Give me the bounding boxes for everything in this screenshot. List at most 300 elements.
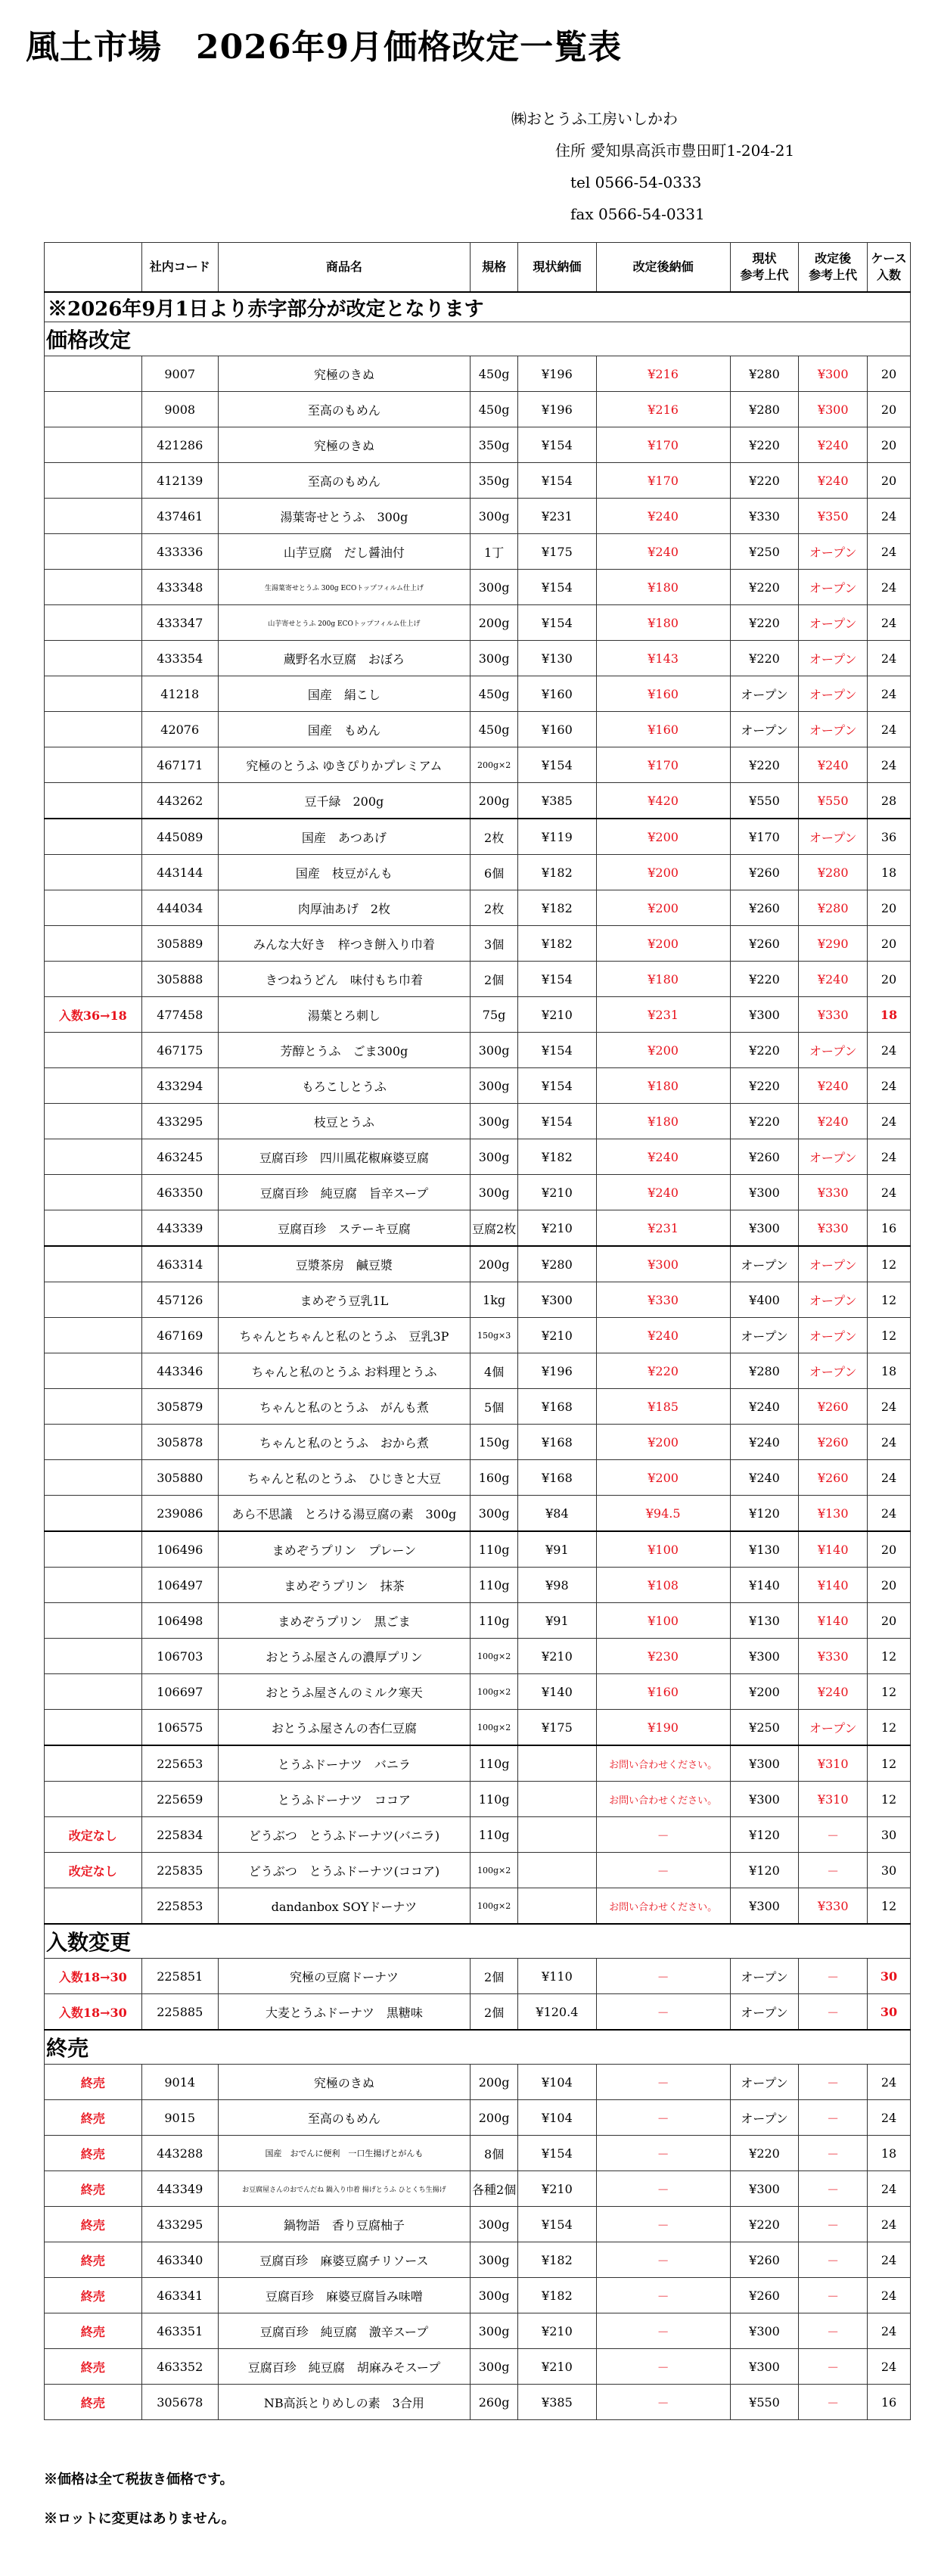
current-retail-price: ¥220 — [730, 427, 799, 463]
product-name: 究極のとうふ ゆきぴりかプレミアム — [218, 747, 470, 783]
current-price: ¥182 — [518, 2278, 596, 2313]
row-note — [45, 1745, 142, 1782]
current-price: ¥182 — [518, 890, 596, 926]
table-row — [45, 2100, 911, 2136]
current-retail-price: ¥220 — [730, 463, 799, 499]
case-quantity: 30 — [868, 1959, 911, 1994]
row-note: 終売 — [45, 2100, 142, 2136]
table-row — [45, 1531, 911, 1568]
new-price: ¥180 — [596, 570, 730, 605]
table-row — [45, 1104, 911, 1139]
table-row — [45, 855, 911, 890]
section-header-row — [45, 1924, 911, 1959]
new-retail-price: － — [799, 1853, 868, 1888]
current-retail-price: ¥300 — [730, 1175, 799, 1210]
table-row — [45, 1496, 911, 1532]
product-name: 肉厚油あげ 2枚 — [218, 890, 470, 926]
table-row — [45, 641, 911, 676]
product-code: 433295 — [141, 2207, 218, 2242]
new-retail-price: ¥240 — [799, 427, 868, 463]
case-quantity: 12 — [868, 1318, 911, 1353]
product-name: 豆腐百珍 純豆腐 胡麻みそスープ — [218, 2349, 470, 2385]
product-code: 463340 — [141, 2242, 218, 2278]
product-spec: 2個 — [470, 962, 517, 997]
product-code: 463341 — [141, 2278, 218, 2313]
current-price: ¥210 — [518, 1210, 596, 1247]
product-name: まめぞうプリン 黒ごま — [218, 1603, 470, 1639]
row-note — [45, 1674, 142, 1710]
current-retail-price: オープン — [730, 1318, 799, 1353]
row-note — [45, 1496, 142, 1532]
new-retail-price: ¥140 — [799, 1568, 868, 1603]
new-price: ¥240 — [596, 499, 730, 534]
case-quantity: 12 — [868, 1639, 911, 1674]
case-quantity: 24 — [868, 2242, 911, 2278]
new-retail-price: ¥240 — [799, 962, 868, 997]
new-price: ¥240 — [596, 1139, 730, 1175]
product-name: まめぞうプリン プレーン — [218, 1531, 470, 1568]
current-retail-price: ¥170 — [730, 819, 799, 855]
case-quantity: 24 — [868, 676, 911, 712]
current-price: ¥160 — [518, 676, 596, 712]
new-retail-price: ¥550 — [799, 783, 868, 819]
product-name: まめぞうプリン 抹茶 — [218, 1568, 470, 1603]
table-row — [45, 1318, 911, 1353]
table-row — [45, 676, 911, 712]
product-code: 463352 — [141, 2349, 218, 2385]
row-note — [45, 962, 142, 997]
new-retail-price: ¥240 — [799, 1104, 868, 1139]
new-price: － — [596, 2100, 730, 2136]
product-spec: 5個 — [470, 1389, 517, 1425]
new-retail-price: ¥330 — [799, 1210, 868, 1247]
product-name: おとうふ屋さんの濃厚プリン — [218, 1639, 470, 1674]
product-spec: 300g — [470, 1033, 517, 1068]
company-fax: fax 0566-54-0331 — [570, 205, 705, 223]
product-code: 106703 — [141, 1639, 218, 1674]
row-note — [45, 1568, 142, 1603]
new-retail-price: オープン — [799, 819, 868, 855]
table-row — [45, 1460, 911, 1496]
new-price: － — [596, 2065, 730, 2100]
table-row — [45, 1246, 911, 1282]
case-quantity: 20 — [868, 463, 911, 499]
new-retail-price: ¥290 — [799, 926, 868, 962]
new-retail-price: オープン — [799, 534, 868, 570]
table-row — [45, 1033, 911, 1068]
row-note — [45, 427, 142, 463]
current-price — [518, 1817, 596, 1853]
product-spec: 350g — [470, 427, 517, 463]
table-row — [45, 2207, 911, 2242]
table-row — [45, 2065, 911, 2100]
product-spec: 300g — [470, 2313, 517, 2349]
product-code: 433348 — [141, 570, 218, 605]
revision-notice: ※2026年9月1日より赤字部分が改定となります — [45, 292, 911, 322]
row-note: 入数36→18 — [45, 997, 142, 1033]
product-spec: 450g — [470, 356, 517, 392]
product-spec: 450g — [470, 676, 517, 712]
case-quantity: 24 — [868, 2100, 911, 2136]
current-price — [518, 1853, 596, 1888]
product-code: 106498 — [141, 1603, 218, 1639]
row-note: 終売 — [45, 2171, 142, 2207]
current-retail-price: ¥300 — [730, 1639, 799, 1674]
product-spec: 300g — [470, 1068, 517, 1104]
product-spec: 300g — [470, 1496, 517, 1532]
product-code: 225853 — [141, 1888, 218, 1925]
row-note — [45, 356, 142, 392]
new-price: － — [596, 2242, 730, 2278]
case-quantity: 24 — [868, 641, 911, 676]
current-price: ¥84 — [518, 1496, 596, 1532]
case-quantity: 24 — [868, 712, 911, 747]
new-price: ¥180 — [596, 962, 730, 997]
current-price: ¥280 — [518, 1246, 596, 1282]
product-spec: 200g — [470, 2100, 517, 2136]
new-retail-price: ¥330 — [799, 1175, 868, 1210]
table-row — [45, 1817, 911, 1853]
new-price: ¥230 — [596, 1639, 730, 1674]
product-spec: 100g×2 — [470, 1888, 517, 1925]
current-price: ¥154 — [518, 747, 596, 783]
new-price: ¥180 — [596, 605, 730, 641]
table-row — [45, 2278, 911, 2313]
row-note — [45, 1104, 142, 1139]
current-price: ¥182 — [518, 926, 596, 962]
current-retail-price: ¥300 — [730, 1888, 799, 1925]
product-name: 大麦とうふドーナツ 黒糖味 — [218, 1994, 470, 2031]
table-row — [45, 1710, 911, 1746]
row-note: 終売 — [45, 2207, 142, 2242]
table-row — [45, 1425, 911, 1460]
current-retail-price: ¥240 — [730, 1389, 799, 1425]
table-row — [45, 1175, 911, 1210]
product-spec: 200g — [470, 1246, 517, 1282]
case-quantity: 24 — [868, 2207, 911, 2242]
product-name: 湯葉とろ刺し — [218, 997, 470, 1033]
table-row — [45, 2242, 911, 2278]
new-retail-price: － — [799, 2349, 868, 2385]
current-retail-price: ¥140 — [730, 1568, 799, 1603]
new-price: － — [596, 2349, 730, 2385]
product-name: 豆腐百珍 麻婆豆腐旨み味噌 — [218, 2278, 470, 2313]
row-note — [45, 392, 142, 427]
header-case-qty: ケース 入数 — [868, 243, 911, 293]
row-note — [45, 890, 142, 926]
table-row — [45, 1282, 911, 1318]
product-code: 305678 — [141, 2385, 218, 2420]
product-spec: 4個 — [470, 1353, 517, 1389]
product-code: 467175 — [141, 1033, 218, 1068]
new-retail-price: ¥350 — [799, 499, 868, 534]
product-name: 国産 おでんに便利 一口生揚げとがんも — [218, 2136, 470, 2171]
product-name: 豆腐百珍 麻婆豆腐チリソース — [218, 2242, 470, 2278]
row-note — [45, 1888, 142, 1925]
current-price: ¥154 — [518, 2207, 596, 2242]
current-retail-price: ¥240 — [730, 1425, 799, 1460]
product-spec: 100g×2 — [470, 1639, 517, 1674]
row-note — [45, 1425, 142, 1460]
case-quantity: 12 — [868, 1710, 911, 1746]
product-spec: 110g — [470, 1603, 517, 1639]
product-name: まめぞう豆乳1L — [218, 1282, 470, 1318]
product-name: 国産 もめん — [218, 712, 470, 747]
current-retail-price: ¥250 — [730, 534, 799, 570]
current-price: ¥119 — [518, 819, 596, 855]
new-price: ¥190 — [596, 1710, 730, 1746]
row-note: 改定なし — [45, 1853, 142, 1888]
current-price: ¥154 — [518, 1104, 596, 1139]
new-price: ¥200 — [596, 1460, 730, 1496]
table-row — [45, 2136, 911, 2171]
case-quantity: 24 — [868, 2313, 911, 2349]
new-price: ¥220 — [596, 1353, 730, 1389]
product-name: 山芋豆腐 だし醤油付 — [218, 534, 470, 570]
row-note — [45, 783, 142, 819]
new-price: ¥240 — [596, 1175, 730, 1210]
table-row — [45, 1603, 911, 1639]
new-price: お問い合わせください。 — [596, 1782, 730, 1817]
product-name: 豆腐百珍 純豆腐 旨辛スープ — [218, 1175, 470, 1210]
product-name: 枝豆とうふ — [218, 1104, 470, 1139]
row-note — [45, 1175, 142, 1210]
table-row — [45, 890, 911, 926]
row-note — [45, 747, 142, 783]
current-price: ¥168 — [518, 1389, 596, 1425]
page-title: 風土市場 2026年9月価格改定一覧表 — [26, 28, 623, 67]
company-address: 住所 愛知県高浜市豊田町1-204-21 — [555, 141, 795, 160]
current-retail-price: オープン — [730, 676, 799, 712]
product-spec: 300g — [470, 499, 517, 534]
product-spec: 2個 — [470, 1959, 517, 1994]
row-note — [45, 1639, 142, 1674]
product-code: 443288 — [141, 2136, 218, 2171]
product-code: 445089 — [141, 819, 218, 855]
product-code: 41218 — [141, 676, 218, 712]
table-header-row — [45, 243, 911, 293]
case-quantity: 24 — [868, 2349, 911, 2385]
product-name: 至高のもめん — [218, 392, 470, 427]
product-code: 106496 — [141, 1531, 218, 1568]
new-retail-price: ¥280 — [799, 855, 868, 890]
product-code: 412139 — [141, 463, 218, 499]
new-retail-price: ¥300 — [799, 356, 868, 392]
current-retail-price: ¥260 — [730, 1139, 799, 1175]
row-note — [45, 641, 142, 676]
new-price: － — [596, 2385, 730, 2420]
current-price: ¥196 — [518, 356, 596, 392]
current-price: ¥154 — [518, 1068, 596, 1104]
new-retail-price: ¥260 — [799, 1425, 868, 1460]
new-price: ¥170 — [596, 747, 730, 783]
table-row — [45, 1994, 911, 2031]
table-row — [45, 783, 911, 819]
new-retail-price: ¥140 — [799, 1531, 868, 1568]
price-revision-table — [44, 242, 911, 2420]
current-retail-price: ¥260 — [730, 2242, 799, 2278]
product-spec: 110g — [470, 1531, 517, 1568]
table-row — [45, 2385, 911, 2420]
product-code: 433295 — [141, 1104, 218, 1139]
new-price: ¥330 — [596, 1282, 730, 1318]
current-price: ¥210 — [518, 1175, 596, 1210]
case-quantity: 24 — [868, 1139, 911, 1175]
section-title: 入数変更 — [45, 1924, 911, 1959]
product-name: 至高のもめん — [218, 2100, 470, 2136]
case-quantity: 12 — [868, 1282, 911, 1318]
row-note — [45, 819, 142, 855]
product-spec: 2枚 — [470, 819, 517, 855]
row-note: 終売 — [45, 2349, 142, 2385]
product-name: 豆千緑 200g — [218, 783, 470, 819]
product-code: 433347 — [141, 605, 218, 641]
row-note — [45, 926, 142, 962]
current-retail-price: ¥260 — [730, 890, 799, 926]
row-note — [45, 1068, 142, 1104]
product-name: 国産 絹こし — [218, 676, 470, 712]
row-note — [45, 1318, 142, 1353]
product-code: 443262 — [141, 783, 218, 819]
product-spec: 260g — [470, 2385, 517, 2420]
current-price: ¥182 — [518, 855, 596, 890]
product-name: 鍋物語 香り豆腐柚子 — [218, 2207, 470, 2242]
row-note — [45, 1710, 142, 1746]
new-retail-price: ¥240 — [799, 747, 868, 783]
product-code: 463351 — [141, 2313, 218, 2349]
header-note — [45, 243, 142, 293]
new-retail-price: オープン — [799, 676, 868, 712]
new-price: － — [596, 1817, 730, 1853]
case-quantity: 30 — [868, 1817, 911, 1853]
product-spec: 2個 — [470, 1994, 517, 2031]
case-quantity: 24 — [868, 1175, 911, 1210]
header-new-retail: 改定後 参考上代 — [799, 243, 868, 293]
new-price: ¥143 — [596, 641, 730, 676]
current-price: ¥154 — [518, 463, 596, 499]
row-note — [45, 605, 142, 641]
case-quantity: 12 — [868, 1246, 911, 1282]
table-row — [45, 997, 911, 1033]
new-retail-price: － — [799, 1817, 868, 1853]
new-retail-price: オープン — [799, 712, 868, 747]
current-retail-price: ¥220 — [730, 1104, 799, 1139]
current-retail-price: ¥220 — [730, 1068, 799, 1104]
current-price: ¥196 — [518, 392, 596, 427]
new-retail-price: ¥310 — [799, 1745, 868, 1782]
product-name: あら不思議 とろける湯豆腐の素 300g — [218, 1496, 470, 1532]
current-price: ¥182 — [518, 1139, 596, 1175]
new-retail-price: － — [799, 2100, 868, 2136]
product-code: 305880 — [141, 1460, 218, 1496]
row-note: 終売 — [45, 2313, 142, 2349]
row-note — [45, 1210, 142, 1247]
current-retail-price: ¥120 — [730, 1496, 799, 1532]
product-code: 305889 — [141, 926, 218, 962]
product-code: 239086 — [141, 1496, 218, 1532]
new-retail-price: ¥280 — [799, 890, 868, 926]
header-product-name: 商品名 — [218, 243, 470, 293]
current-price: ¥182 — [518, 2242, 596, 2278]
row-note — [45, 1460, 142, 1496]
current-price: ¥210 — [518, 1639, 596, 1674]
product-spec: 75g — [470, 997, 517, 1033]
product-spec: 110g — [470, 1782, 517, 1817]
current-price: ¥98 — [518, 1568, 596, 1603]
new-retail-price: － — [799, 2065, 868, 2100]
new-price: ¥170 — [596, 427, 730, 463]
case-quantity: 20 — [868, 392, 911, 427]
product-code: 225885 — [141, 1994, 218, 2031]
current-retail-price: ¥260 — [730, 2278, 799, 2313]
footnote-tax: ※価格は全て税抜き価格です。 — [44, 2472, 234, 2487]
row-note: 終売 — [45, 2385, 142, 2420]
current-price: ¥210 — [518, 1318, 596, 1353]
current-retail-price: ¥220 — [730, 641, 799, 676]
header-current-retail: 現状 参考上代 — [730, 243, 799, 293]
current-retail-price: オープン — [730, 1994, 799, 2031]
product-name: ちゃんとちゃんと私のとうふ 豆乳3P — [218, 1318, 470, 1353]
product-name: 豆腐百珍 純豆腐 激辛スープ — [218, 2313, 470, 2349]
case-quantity: 30 — [868, 1994, 911, 2031]
product-name: とうふドーナツ バニラ — [218, 1745, 470, 1782]
new-price: ¥100 — [596, 1603, 730, 1639]
new-retail-price: － — [799, 2171, 868, 2207]
new-price: ¥300 — [596, 1246, 730, 1282]
product-spec: 450g — [470, 712, 517, 747]
new-retail-price: オープン — [799, 641, 868, 676]
product-code: 225851 — [141, 1959, 218, 1994]
table-row — [45, 356, 911, 392]
row-note — [45, 1353, 142, 1389]
case-quantity: 18 — [868, 997, 911, 1033]
table-row — [45, 1853, 911, 1888]
current-price: ¥196 — [518, 1353, 596, 1389]
product-spec: 110g — [470, 1817, 517, 1853]
product-code: 467171 — [141, 747, 218, 783]
current-retail-price: ¥220 — [730, 605, 799, 641]
product-spec: 300g — [470, 2207, 517, 2242]
product-code: 463245 — [141, 1139, 218, 1175]
product-name: dandanbox SOYドーナツ — [218, 1888, 470, 1925]
product-name: どうぶつ とうふドーナツ(ココア) — [218, 1853, 470, 1888]
section-title: 価格改定 — [45, 322, 911, 356]
new-retail-price: ¥240 — [799, 1068, 868, 1104]
table-row — [45, 2313, 911, 2349]
table-row — [45, 1139, 911, 1175]
case-quantity: 24 — [868, 605, 911, 641]
product-name: ちゃんと私のとうふ がんも煮 — [218, 1389, 470, 1425]
product-spec: 200g — [470, 783, 517, 819]
new-retail-price: － — [799, 1994, 868, 2031]
new-retail-price: オープン — [799, 1033, 868, 1068]
footnote-lot: ※ロットに変更はありません。 — [44, 2511, 235, 2527]
product-code: 225659 — [141, 1782, 218, 1817]
product-code: 443346 — [141, 1353, 218, 1389]
company-info — [511, 103, 794, 230]
header-current-price: 現状納価 — [518, 243, 596, 293]
product-code: 305888 — [141, 962, 218, 997]
case-quantity: 24 — [868, 1425, 911, 1460]
current-retail-price: ¥220 — [730, 2207, 799, 2242]
case-quantity: 20 — [868, 890, 911, 926]
product-code: 305879 — [141, 1389, 218, 1425]
product-code: 467169 — [141, 1318, 218, 1353]
product-name: 蔵野名水豆腐 おぼろ — [218, 641, 470, 676]
product-spec: 300g — [470, 2349, 517, 2385]
new-retail-price: ¥260 — [799, 1389, 868, 1425]
new-price: ¥231 — [596, 1210, 730, 1247]
